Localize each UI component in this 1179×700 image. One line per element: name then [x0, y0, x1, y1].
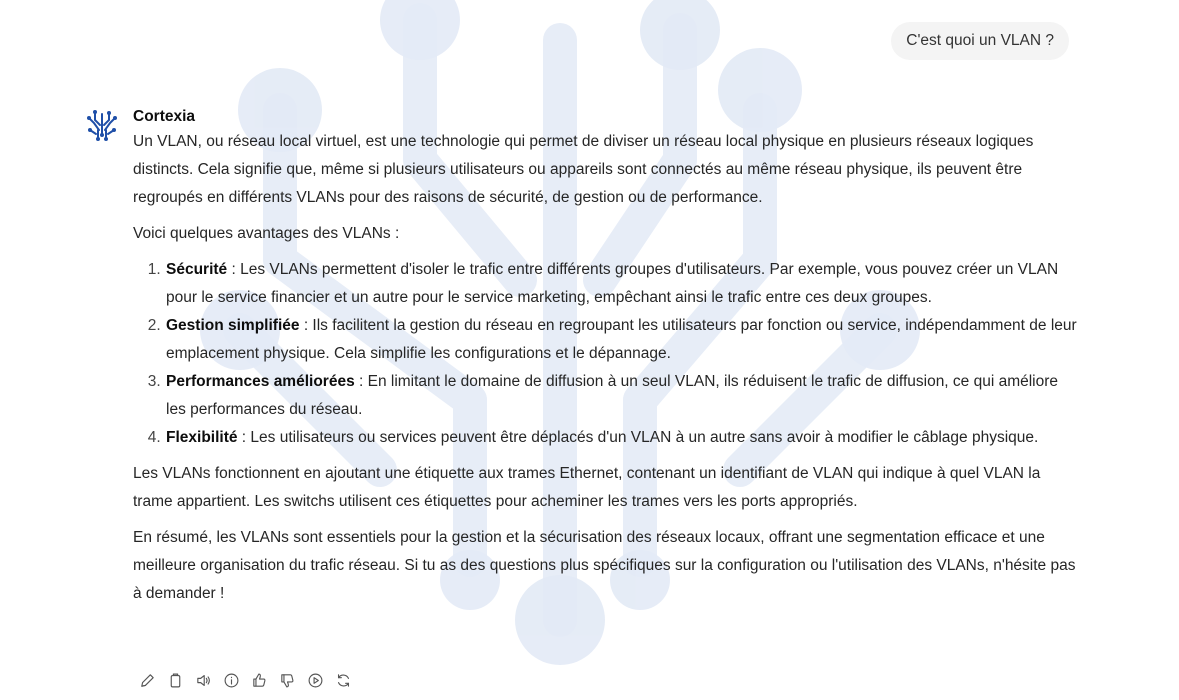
list-item-term: Performances améliorées: [166, 373, 355, 390]
info-button[interactable]: [222, 671, 241, 690]
regenerate-button[interactable]: [334, 671, 353, 690]
copy-icon: [167, 672, 184, 689]
play-button[interactable]: [306, 671, 325, 690]
list-item: [165, 424, 1078, 452]
list-item-text: : Les utilisateurs ou services peuvent être déplacés d'un VLAN à un autre sans avoir à modifier le câblage physique.: [237, 429, 1039, 446]
read-aloud-button[interactable]: [194, 671, 213, 690]
list-item: [165, 312, 1078, 368]
list-item-term: Gestion simplifiée: [166, 317, 300, 334]
thumbs-up-button[interactable]: [250, 671, 269, 690]
list-item-text: : En limitant le domaine de diffusion à un seul VLAN, ils réduisent le trafic de diffusion, ce qui améliore les performances du réseau.: [166, 373, 1059, 418]
thumbs-down-icon: [279, 672, 296, 689]
cortexia-logo-icon: [84, 108, 120, 144]
list-item-text: : Ils facilitent la gestion du réseau en regroupant les utilisateurs par fonction ou service, indépendamment de leur emplacement physique. Cela simplifie les configurations et le dépannage.: [166, 317, 1077, 362]
copy-button[interactable]: [166, 671, 185, 690]
explanation-paragraph: Les VLANs fonctionnent en ajoutant une étiquette aux trames Ethernet, contenant un identifiant de VLAN qui indique à quel VLAN la trame appartient. Les switchs utilisent ces étiquettes pour acheminer les trames vers les ports appropriés.: [133, 465, 1041, 510]
thumbs-down-button[interactable]: [278, 671, 297, 690]
speaker-icon: [195, 672, 212, 689]
advantages-list: [133, 256, 1078, 452]
list-item: [165, 368, 1078, 424]
user-message-bubble: C'est quoi un VLAN ?: [891, 22, 1069, 60]
list-item-term: Flexibilité: [166, 429, 238, 446]
message-actions-bar: [138, 671, 353, 690]
conclusion-paragraph: En résumé, les VLANs sont essentiels pour la gestion et la sécurisation des réseaux locaux, offrant une segmentation efficace et une meilleure organisation du trafic réseau. Si tu as des questions plus spécifiques sur la configuration ou l'utilisation des VLANs, n'hésite pas à demander !: [133, 529, 1076, 602]
regenerate-icon: [335, 672, 352, 689]
play-icon: [307, 672, 324, 689]
thumbs-up-icon: [251, 672, 268, 689]
cortexia-avatar: [84, 108, 120, 144]
intro-paragraph: Un VLAN, ou réseau local virtuel, est une technologie qui permet de diviser un réseau local physique en plusieurs réseaux logiques distincts. Cela signifie que, même si plusieurs utilisateurs ou appareils sont connectés au même réseau physique, ils peuvent être regroupés en différents VLANs pour des raisons de sécurité, de gestion ou de performance.: [133, 133, 1034, 206]
list-item-term: Sécurité: [166, 261, 228, 278]
edit-icon: [139, 672, 156, 689]
assistant-name: Cortexia: [133, 108, 196, 125]
edit-button[interactable]: [138, 671, 157, 690]
assistant-message: [133, 106, 1078, 616]
list-item: [165, 256, 1078, 312]
list-intro: Voici quelques avantages des VLANs :: [133, 225, 400, 242]
info-icon: [223, 672, 240, 689]
list-item-text: : Les VLANs permettent d'isoler le trafic entre différents groupes d'utilisateurs. Par exemple, vous pouvez créer un VLAN pour le service financier et un autre pour le service marketing, empêchant ainsi le trafic entre ces deux groupes.: [166, 261, 1059, 306]
